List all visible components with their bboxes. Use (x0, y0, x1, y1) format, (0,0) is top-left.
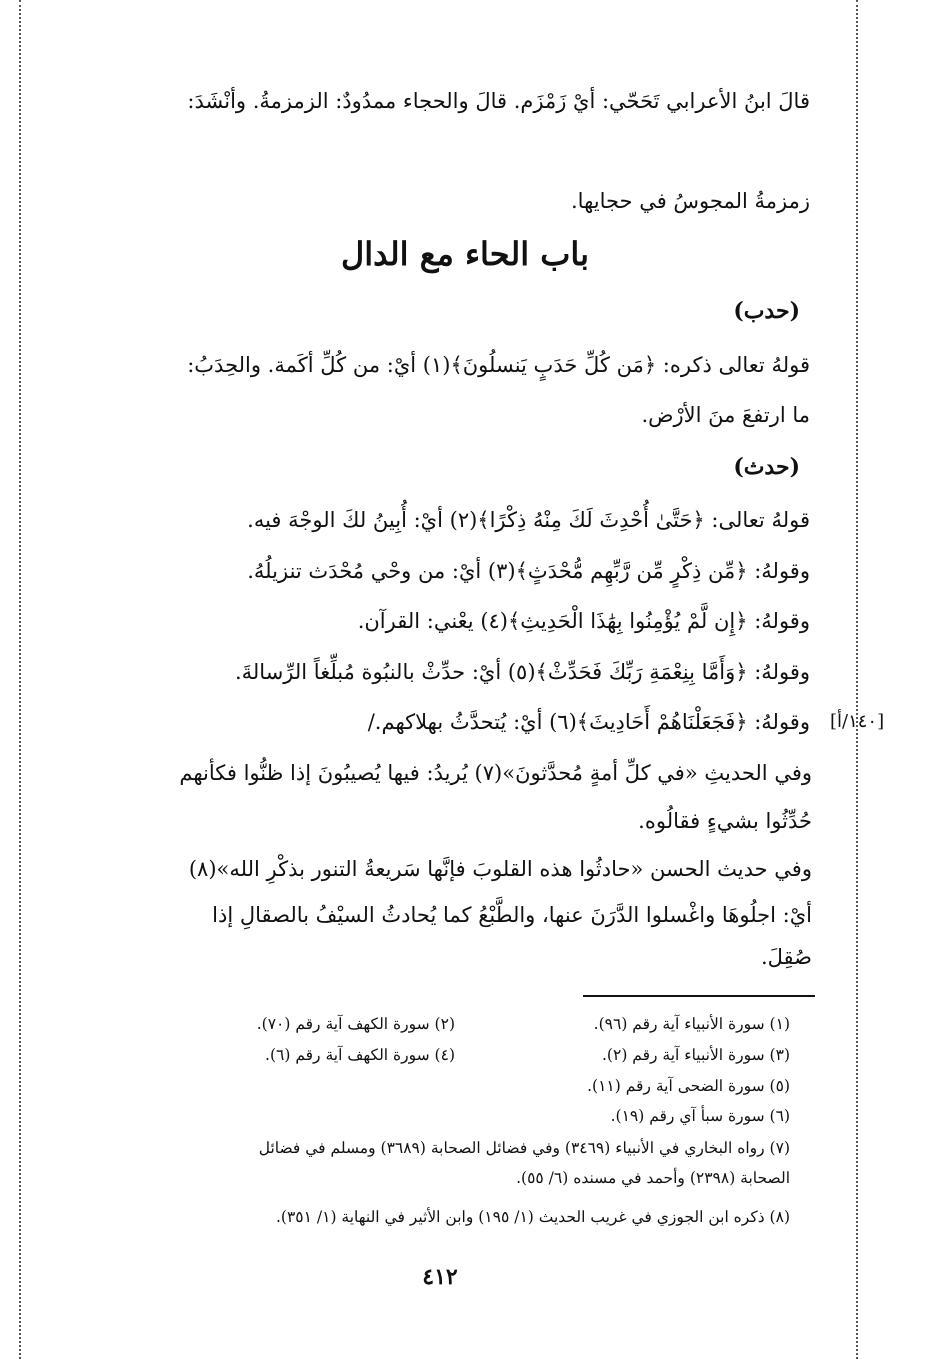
text-line: وقولهُ: ﴿مِّن ذِكْرٍ مِّن رَّبِّهِم مُّحْدَثٍ﴾(٣) أيْ: من وحْي مُحْدَث تنزيلُهُ. (247, 559, 810, 583)
text-line: ما ارتفعَ منَ الأرْض. (641, 403, 810, 427)
text-line: وفي الحديثِ «في كلِّ أمةٍ مُحدَّثونَ»(٧) يُريدُ: فيها يُصيبُونَ إذا ظنُّوا فكأنهم (179, 761, 812, 785)
left-margin-guide (19, 0, 21, 1359)
footnote: (٨) ذكره ابن الجوزي في غريب الحديث (١/ ١٩٥) وابن الأثير في النهاية (١/ ٣٥١). (275, 1208, 790, 1226)
entry-heading: (حدث) (733, 454, 800, 480)
text-line: وقولهُ: ﴿فَجَعَلْنَاهُمْ أَحَادِيثَ﴾(٦) أيْ: يُتحدَّثُ بهلاكهم./ (367, 710, 810, 734)
text-line: قالَ ابنُ الأعرابي تَحَحّي: أيْ زَمْزَم. قالَ والحجاء ممدُودٌ: الزمزمةُ. وأنْشَدَ: (187, 89, 810, 113)
manuscript-folio-ref: [١٤٠/أ] (830, 711, 885, 732)
footnote: (٥) سورة الضحى آية رقم (١١). (587, 1077, 790, 1095)
footnote: (٤) سورة الكهف آية رقم (٦). (265, 1046, 455, 1064)
text-line: أيْ: اجلُوهَا واغْسلوا الدَّرَنَ عنها، والطَّبْعُ كما يُحادثُ السيْفُ بالصقالِ إذا (212, 903, 812, 927)
text-line: وفي حديث الحسن «حادثُوا هذه القلوبَ فإنَّها سَريعةُ التنور بذكْرِ الله»(٨) (188, 857, 812, 881)
text-line: قولهُ تعالى: ﴿حَتَّىٰ أُحْدِثَ لَكَ مِنْهُ ذِكْرًا﴾(٢) أيْ: أُبِينُ لكَ الوجْهَ فيه. (247, 508, 810, 532)
verse-line: زمزمةُ المجوسُ في حجايها. (571, 189, 810, 213)
text-line: حُدِّثُوا بشيءٍ فقالُوه. (638, 809, 812, 833)
footnote: الصحابة (٢٣٩٨) وأحمد في مسنده (٦/ ٥٥). (516, 1169, 790, 1187)
footnote: (١) سورة الأنبياء آية رقم (٩٦). (593, 1015, 790, 1033)
text-line: وقولهُ: ﴿إِن لَّمْ يُؤْمِنُوا بِهَٰذَا الْحَدِيثِ﴾(٤) يعْني: القرآن. (357, 609, 810, 633)
chapter-title: باب الحاء مع الدال (340, 235, 590, 273)
footnote: (٣) سورة الأنبياء آية رقم (٢). (602, 1046, 790, 1064)
footnote: (٧) رواه البخاري في الأنبياء (٣٤٦٩) وفي فضائل الصحابة (٣٦٨٩) ومسلم في فضائل (258, 1139, 790, 1157)
footnote: (٦) سورة سبأ آي رقم (١٩). (610, 1107, 790, 1125)
entry-heading: (حدب) (733, 298, 800, 324)
text-line: قولهُ تعالى ذكره: ﴿مَن كُلِّ حَدَبٍ يَنسلُونَ﴾(١) أيْ: من كُلِّ أكَمة. والحِدَبُ: (187, 353, 810, 377)
page-number: ٤١٢ (422, 1264, 458, 1290)
footnote: (٢) سورة الكهف آية رقم (٧٠). (256, 1015, 455, 1033)
text-line: صُقِلَ. (760, 945, 812, 969)
footnote-separator (583, 995, 815, 997)
right-margin-guide (856, 0, 858, 1359)
text-line: وقولهُ: ﴿وَأَمَّا بِنِعْمَةِ رَبِّكَ فَحَدِّثْ﴾(٥) أيْ: حدِّثْ بالنبُوة مُبلِّغاً الرِّسالةَ. (234, 660, 810, 684)
